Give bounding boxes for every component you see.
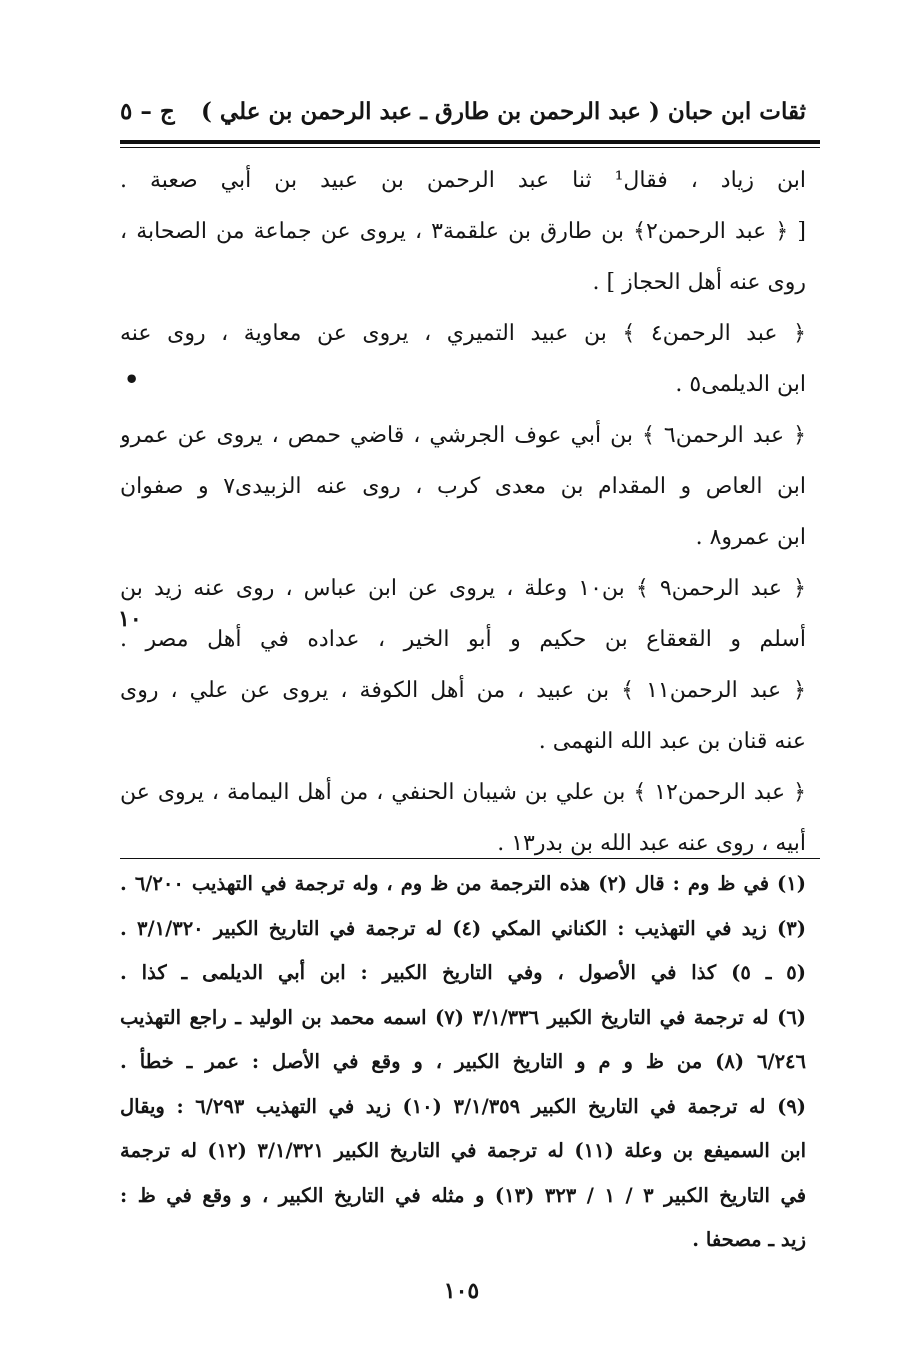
footnote-line: (٦) له ترجمة في التاريخ الكبير ٣/١/٣٣٦ (٧) اسمه محمد بن الوليد ـ راجع التهذيب [120,1005,806,1029]
header-title: ثقات ابن حبان ( عبد الرحمن بن طارق ـ عبد الرحمن بن علي ) [201,97,806,125]
footnote-line: زيد ـ مصحفا . [692,1228,806,1251]
footnotes [120,862,806,1263]
footnote-line: (٣) زيد في التهذيب : الكناني المكي (٤) له ترجمة في التاريخ الكبير ٣/١/٣٢٠ . [120,916,806,940]
header-volume: ج – ٥ [120,97,175,125]
footnote-line: (١) في ظ وم : قال (٢) هذه الترجمة من ظ وم ، وله ترجمة في التهذيب ٦/٢٠٠ . [120,872,806,895]
footnote-rule [120,858,820,859]
footnote-line: ابن السميفع بن وعلة (١١) له ترجمة في التاريخ الكبير ٣/١/٣٢١ (١٢) له ترجمة [120,1139,806,1162]
footnote-line: في التاريخ الكبير ٣ / ١ / ٣٢٣ (١٣) و مثله في التاريخ الكبير ، و وقع في ظ : [120,1183,806,1207]
page-number: ١٠٥ [443,1278,480,1304]
text-line: ﴿ عبد الرحمن٩ ﴾ بن١٠ وعلة ، يروى عن ابن عباس ، روى عنه زيد بن [120,576,806,601]
text-line: أسلم و القعقاع بن حكيم و أبو الخير ، عداده في أهل مصر . [120,627,806,652]
footnote-line: (٥ ـ ٥) كذا في الأصول ، وفي التاريخ الكبير : ابن أبي الديلمى ـ كذا . [120,961,806,984]
text-line: عنه قنان بن عبد الله النهمى . [538,729,806,754]
header-rule-thin [120,147,820,148]
footnote-line: ٦/٢٤٦ (٨) من ظ و م و التاريخ الكبير ، و وقع في الأصل : عمر ـ خطأ . [120,1050,806,1073]
text-line: ﴿ عبد الرحمن٦ ﴾ بن أبي عوف الجرشي ، قاضي حمص ، يروى عن عمرو [120,423,806,448]
text-line: [ ﴿ عبد الرحمن٢﴾ بن طارق بن علقمة٣ ، يروى عن جماعة من الصحابة ، [120,219,806,244]
footnote-line: (٩) له ترجمة في التاريخ الكبير ٣/١/٣٥٩ (١٠) زيد في التهذيب ٦/٢٩٣ : ويقال [120,1094,806,1118]
header-rule-thick [120,140,820,144]
text-line: أبيه ، روى عنه عبد الله بن بدر١٣ . [497,831,806,856]
margin-line-number: ١٠ [118,606,142,632]
text-line: روى عنه أهل الحجاز ] . [592,270,806,295]
text-line: ابن زياد ، فقال¹ ثنا عبد الرحمن بن عبيد بن أبي صعبة . [120,168,806,193]
main-text [120,155,806,869]
margin-marker: • [124,365,140,394]
text-line: ﴿ عبد الرحمن١٢ ﴾ بن علي بن شيبان الحنفي ، من أهل اليمامة ، يروى عن [120,780,806,805]
text-line: ابن العاص و المقدام بن معدى كرب ، روى عنه الزبيدى٧ و صفوان [120,474,806,499]
text-line: ابن الديلمى٥ . [675,372,806,397]
running-header [120,88,806,134]
text-line: ﴿ عبد الرحمن١١ ﴾ بن عبيد ، من أهل الكوفة ، يروى عن علي ، روى [120,678,806,703]
text-line: ابن عمرو٨ . [695,525,806,550]
text-line: ﴿ عبد الرحمن٤ ﴾ بن عبيد التميري ، يروى عن معاوية ، روى عنه [120,321,806,346]
